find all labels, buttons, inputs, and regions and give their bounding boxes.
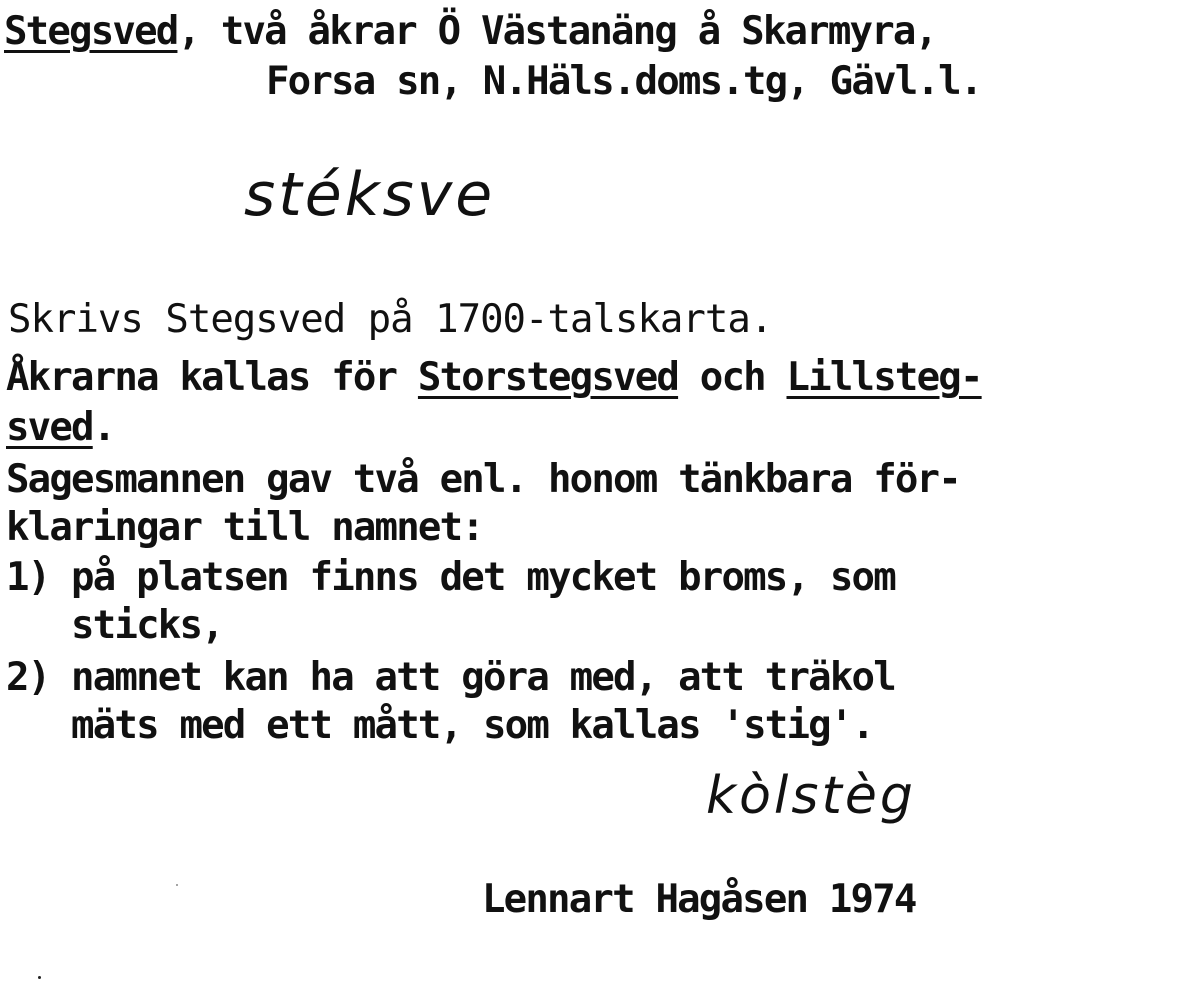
body-line-4: Sagesmannen gav två enl. honom tänkbara för-	[6, 457, 960, 502]
body-line-1: Skrivs Stegsved på 1700-talskarta.	[8, 297, 773, 342]
handwritten-pronunciation-2: kòlstèg	[706, 766, 916, 826]
body-line-5: klaringar till namnet:	[6, 505, 483, 550]
body-line-3: sved.	[6, 405, 115, 450]
list-item-1-line-1: 1) på platsen finns det mycket broms, som	[6, 555, 895, 600]
body-line-2: Åkrarna kallas för Storstegsved och Lillsteg-	[6, 355, 982, 400]
name-lillstegsved-cont: sved	[6, 405, 93, 450]
scan-speck	[176, 884, 178, 886]
name-storstegsved: Storstegsved	[417, 355, 679, 400]
headword: Stegsved	[4, 9, 178, 54]
signature: Lennart Hagåsen 1974	[482, 877, 916, 922]
name-lillstegsved: Lillsteg-	[786, 355, 982, 400]
handwritten-pronunciation: stéksve	[244, 160, 496, 230]
header-line-2: Forsa sn, N.Häls.doms.tg, Gävl.l.	[266, 59, 982, 104]
scan-speck	[38, 976, 41, 979]
list-item-1-line-2: sticks,	[6, 603, 223, 648]
list-item-2-line-2: mäts med ett mått, som kallas 'stig'.	[6, 703, 874, 748]
header-line-1	[4, 9, 937, 54]
header-line-1-rest: , två åkrar Ö Västanäng å Skarmyra,	[177, 9, 937, 54]
list-item-2-line-1: 2) namnet kan ha att göra med, att träkol	[6, 655, 895, 700]
